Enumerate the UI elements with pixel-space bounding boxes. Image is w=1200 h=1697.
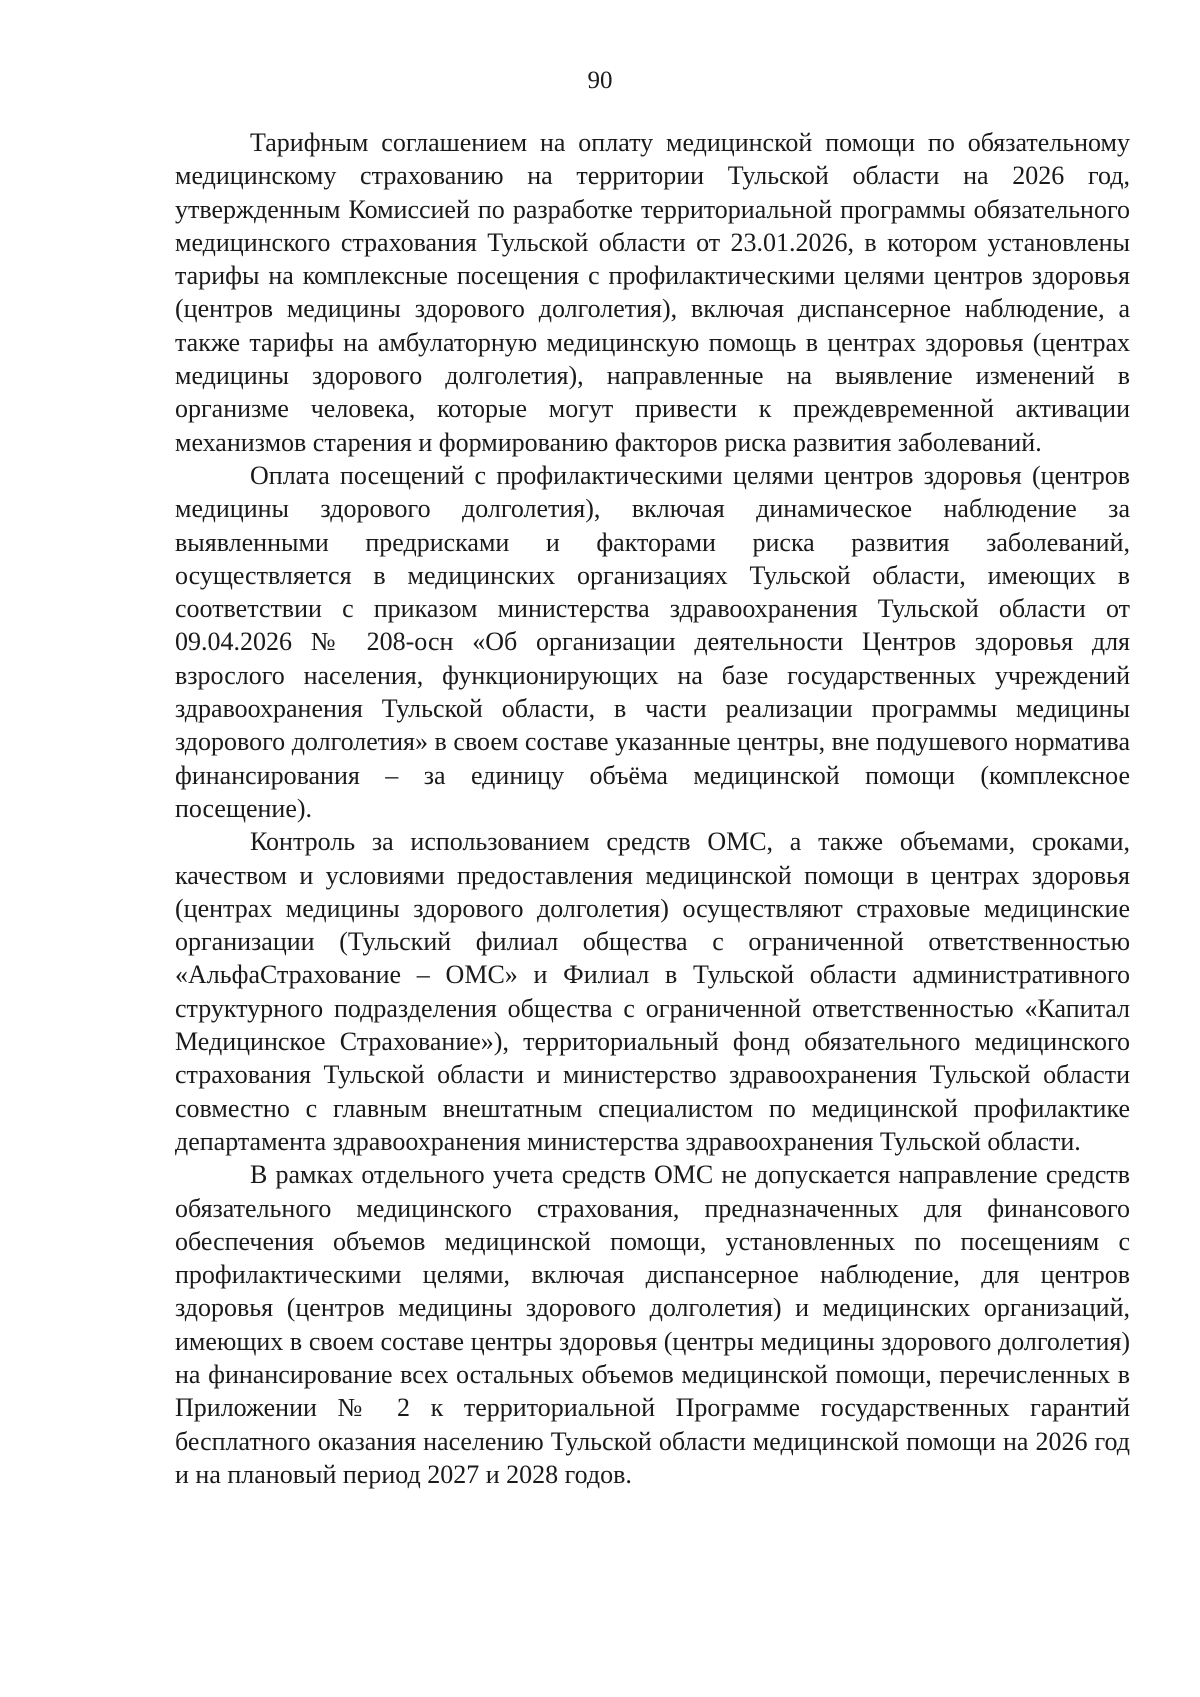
paragraph-separate-accounting: В рамках отдельного учета средств ОМС не допускается направление средств обязательного медицинского страхования, предназначенных для финансового обеспечения объемов медицинской помощи, установленных по посещениям с профилактическими целями, включая диспансерное наблюдение, для центров здоровья (центров медицины здорового долголетия) и медицинских организаций, имеющих в своем составе центры здоровья (центры медицины здорового долголетия) на финансирование всех остальных объемов медицинской помощи, перечисленных в Приложении № 2 к территориальной Программе государственных гарантий бесплатного оказания населению Тульской области медицинской помощи на 2026 год и на плановый период 2027 и 2028 годов.	[175, 1160, 1130, 1489]
paragraph-payment-of-visits: Оплата посещений с профилактическими целями центров здоровья (центров медицины здорового долголетия), включая динамическое наблюдение за выявленными предрисками и факторами риска развития заболеваний, осуществляется в медицинских организациях Тульской области, имеющих в соответствии с приказом министерства здравоохранения Тульской области от 09.04.2026 № 208-осн «Об организации деятельности Центров здоровья для взрослого населения, функционирующих на базе государственных учреждений здравоохранения Тульской области, в части реализации программы медицины здорового долголетия» в своем составе указанные центры, вне подушевого норматива финансирования – за единицу объёма медицинской помощи (комплексное посещение).	[175, 460, 1130, 823]
paragraph-tariff-agreement: Тарифным соглашением на оплату медицинской помощи по обязательному медицинскому страхованию на территории Тульской области на 2026 год, утвержденным Комиссией по разработке территориальной программы обязательного медицинского страхования Тульской области от 23.01.2026, в котором установлены тарифы на комплексные посещения с профилактическими целями центров здоровья (центров медицины здорового долголетия), включая диспансерное наблюдение, а также тарифы на амбулаторную медицинскую помощь в центрах здоровья (центрах медицины здорового долголетия), направленные на выявление изменений в организме человека, которые могут привести к преждевременной активации механизмов старения и формированию факторов риска развития заболеваний.	[175, 128, 1130, 457]
document-body	[175, 126, 1130, 1491]
paragraph-control-of-funds: Контроль за использованием средств ОМС, а также объемами, сроками, качеством и условиями предоставления медицинской помощи в центрах здоровья (центрах медицины здорового долголетия) осуществляют страховые медицинские организации (Тульский филиал общества с ограниченной ответственностью «АльфаСтрахование – ОМС» и Филиал в Тульской области административного структурного подразделения общества с ограниченной ответственностью «Капитал Медицинское Страхование»), территориальный фонд обязательного медицинского страхования Тульской области и министерство здравоохранения Тульской области совместно с главным внештатным специалистом по медицинской профилактике департамента здравоохранения министерства здравоохранения Тульской области.	[175, 827, 1130, 1156]
page-number: 90	[587, 67, 613, 94]
